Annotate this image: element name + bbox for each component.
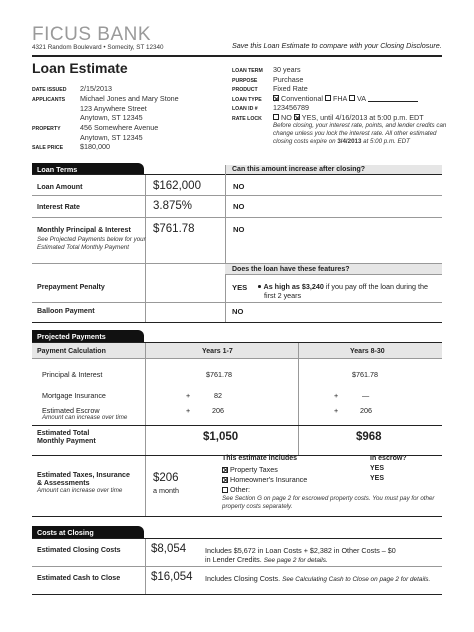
homeowners-row — [222, 475, 307, 484]
loan-terms-question: Can this amount increase after closing? — [232, 166, 366, 173]
rate-lock-no-text: NO — [281, 112, 292, 122]
rate-lock-yes-text: YES, until 4/16/2013 at 5:00 p.m. EDT — [301, 112, 424, 122]
projected-payments-tab: Projected Payments — [32, 330, 144, 342]
cash-to-close-detail-text: Includes Closing Costs. — [205, 574, 283, 583]
product-label: PRODUCT — [232, 87, 258, 93]
taxes-label2: & Assessments — [37, 479, 90, 487]
rate-lock-expiry: 3/4/2013 — [337, 138, 362, 145]
checkbox-fha[interactable] — [325, 95, 331, 101]
closing-costs-detail2-text: in Lender Credits. — [205, 555, 264, 564]
escrow-years-1-7: 206 — [212, 406, 224, 415]
prepayment-label: Prepayment Penalty — [37, 283, 105, 291]
see-section-note2: property costs separately. — [222, 503, 293, 510]
checkbox-rate-lock-yes[interactable] — [294, 114, 300, 120]
in-escrow-label: In escrow? — [370, 455, 407, 462]
closing-costs-label: Estimated Closing Costs — [37, 546, 121, 554]
rate-lock-options — [273, 113, 424, 122]
total-label1: Estimated Total — [37, 429, 90, 437]
homeowners-text: Homeowner's Insurance — [230, 475, 308, 484]
sale-price-label: SALE PRICE — [32, 145, 64, 151]
checkbox-va[interactable] — [349, 95, 355, 101]
monthly-pi-note2: Estimated Total Monthly Payment — [37, 244, 129, 251]
product-value: Fixed Rate — [273, 84, 308, 93]
homeowners-answer: YES — [370, 475, 385, 482]
balloon-label: Balloon Payment — [37, 307, 95, 315]
features-question: Does the loan have these features? — [232, 266, 350, 273]
pi-label: Principal & Interest — [42, 370, 103, 379]
prepayment-detail1-text: if you pay off the loan during the — [323, 282, 428, 291]
mi-years-8-30: — — [362, 391, 370, 400]
mi-years-1-7: 82 — [214, 391, 222, 400]
taxes-label1: Estimated Taxes, Insurance — [37, 471, 130, 479]
escrow-years-8-30: 206 — [360, 406, 372, 415]
fha-text: FHA — [332, 93, 347, 103]
loan-type-label: LOAN TYPE — [232, 96, 262, 103]
costs-at-closing-tab: Costs at Closing — [32, 526, 144, 538]
header-rule — [32, 55, 442, 57]
total-label2: Monthly Payment — [37, 437, 96, 445]
cash-to-close-see-page2: See Calculating Cash to Close on page 2 for details. — [282, 576, 431, 583]
va-text: VA — [356, 93, 366, 103]
pi-years-1-7: $761.78 — [206, 370, 232, 379]
years-1-7-header: Years 1-7 — [202, 348, 233, 355]
loan-terms-vline1 — [145, 175, 146, 322]
taxes-period: a month — [153, 486, 179, 495]
row-divider — [32, 358, 442, 359]
loan-id-value: 123456789 — [273, 103, 309, 112]
loan-amount-value: $162,000 — [153, 180, 201, 192]
projected-vline1 — [145, 343, 146, 455]
loan-terms-vline2 — [225, 165, 226, 322]
applicants-line3: Anytown, ST 12345 — [80, 113, 143, 122]
escrow-label: Estimated Escrow — [42, 406, 100, 415]
purpose-label: PURPOSE — [232, 77, 258, 84]
closing-costs-detail2 — [205, 555, 328, 564]
property-taxes-text: Property Taxes — [230, 465, 278, 474]
projected-vline2 — [298, 343, 299, 455]
loan-amount-answer: NO — [233, 182, 245, 191]
checkbox-conventional[interactable] — [273, 95, 279, 101]
loan-type-options — [273, 94, 418, 103]
cash-to-close-amount: $16,054 — [151, 571, 193, 583]
cash-to-close-detail — [205, 574, 430, 583]
mi-plus-1: + — [186, 391, 191, 400]
row-divider — [32, 195, 442, 196]
mi-plus-2: + — [334, 391, 339, 400]
escrow-note: Amount can increase over time — [42, 414, 128, 421]
property-taxes-row — [222, 465, 278, 474]
prepayment-detail1 — [258, 282, 428, 291]
interest-rate-answer: NO — [233, 202, 245, 211]
page-title: Loan Estimate — [32, 60, 128, 76]
taxes-vline — [145, 456, 146, 516]
loan-term-label: LOAN TERM — [232, 68, 263, 74]
row-divider — [32, 302, 442, 303]
row-divider — [32, 263, 442, 264]
checkbox-other[interactable] — [222, 487, 228, 493]
row-divider — [32, 566, 442, 567]
loan-type-other-line — [368, 101, 418, 102]
loan-id-label: LOAN ID # — [232, 106, 258, 112]
closing-costs-detail1: Includes $5,672 in Loan Costs + $2,382 in Other Costs – $0 — [205, 546, 396, 555]
rate-lock-note3 — [273, 138, 410, 146]
bank-address: 4321 Random Boulevard • Somecity, ST 12340 — [32, 44, 164, 51]
closing-costs-amount: $8,054 — [151, 543, 187, 555]
projected-bottom — [32, 516, 442, 517]
cash-to-close-label: Estimated Cash to Close — [37, 574, 121, 582]
years-8-30-header: Years 8-30 — [350, 348, 385, 355]
date-issued-value: 2/15/2013 — [80, 84, 112, 93]
sale-price-value: $180,000 — [80, 142, 110, 151]
loan-terms-tab: Loan Terms — [32, 163, 144, 175]
purpose-value: Purchase — [273, 74, 304, 84]
loan-term-value: 30 years — [273, 65, 301, 74]
bullet-icon — [258, 285, 261, 288]
row-divider — [32, 425, 442, 426]
rate-lock-note3c: at 5:00 p.m. EDT — [361, 138, 410, 145]
rate-lock-note3a: closing costs expire on — [273, 138, 338, 145]
closing-costs-see-page2: See page 2 for details. — [263, 557, 328, 564]
rate-lock-note1: Before closing, your interest rate, points, and lender credits can — [273, 122, 447, 129]
interest-rate-label: Interest Rate — [37, 203, 80, 211]
payment-calc-label: Payment Calculation — [37, 348, 106, 355]
row-divider — [32, 217, 442, 218]
interest-rate-value: 3.875% — [153, 200, 193, 212]
closing-bottom — [32, 594, 442, 595]
checkbox-rate-lock-no[interactable] — [273, 114, 279, 120]
total-years-8-30: $968 — [356, 431, 382, 443]
row-divider — [225, 274, 442, 275]
property-taxes-answer: YES — [370, 465, 385, 472]
other-row — [222, 485, 250, 494]
save-note: Save this Loan Estimate to compare with your Closing Disclosure. — [232, 41, 442, 50]
mi-label: Mortgage Insurance — [42, 391, 106, 400]
property-line1: 456 Somewhere Avenue — [80, 123, 159, 132]
prepayment-max: As high as $3,240 — [263, 282, 324, 291]
applicants-line2: 123 Anywhere Street — [80, 103, 147, 113]
taxes-note: Amount can increase over time — [37, 487, 123, 494]
rate-lock-note2: change unless you lock the interest rate. All other estimated — [273, 130, 437, 137]
checkbox-property-taxes[interactable] — [222, 467, 228, 473]
monthly-pi-label: Monthly Principal & Interest — [37, 226, 131, 234]
monthly-pi-value: $761.78 — [153, 223, 195, 235]
pi-years-8-30: $761.78 — [352, 370, 378, 379]
total-years-1-7: $1,050 — [203, 431, 239, 443]
balloon-answer: NO — [232, 307, 244, 316]
rate-lock-label: RATE LOCK — [232, 115, 262, 122]
loan-terms-rule — [32, 174, 442, 175]
prepayment-answer: YES — [232, 283, 248, 292]
escrow-plus-2: + — [334, 406, 339, 415]
includes-label: This estimate includes — [222, 455, 298, 462]
escrow-plus-1: + — [186, 406, 191, 415]
taxes-amount: $206 — [153, 472, 179, 484]
applicants-line1: Michael Jones and Mary Stone — [80, 94, 179, 103]
see-section-note1: See Section G on page 2 for escrowed property costs. You must pay for other — [222, 495, 435, 502]
conventional-text: Conventional — [281, 93, 323, 103]
monthly-pi-answer: NO — [233, 225, 245, 234]
checkbox-homeowners[interactable] — [222, 477, 228, 483]
other-text: Other: — [230, 485, 250, 494]
property-label: PROPERTY — [32, 126, 61, 132]
property-line2: Anytown, ST 12345 — [80, 132, 143, 142]
loan-terms-bottom — [32, 322, 442, 323]
applicants-label: APPLICANTS — [32, 97, 66, 103]
bank-name: FICUS BANK — [32, 24, 152, 45]
prepayment-detail2: first 2 years — [264, 291, 302, 300]
loan-amount-label: Loan Amount — [37, 183, 83, 191]
monthly-pi-note1: See Projected Payments below for your — [37, 236, 146, 243]
date-issued-label: DATE ISSUED — [32, 87, 67, 93]
closing-rule — [32, 538, 442, 539]
